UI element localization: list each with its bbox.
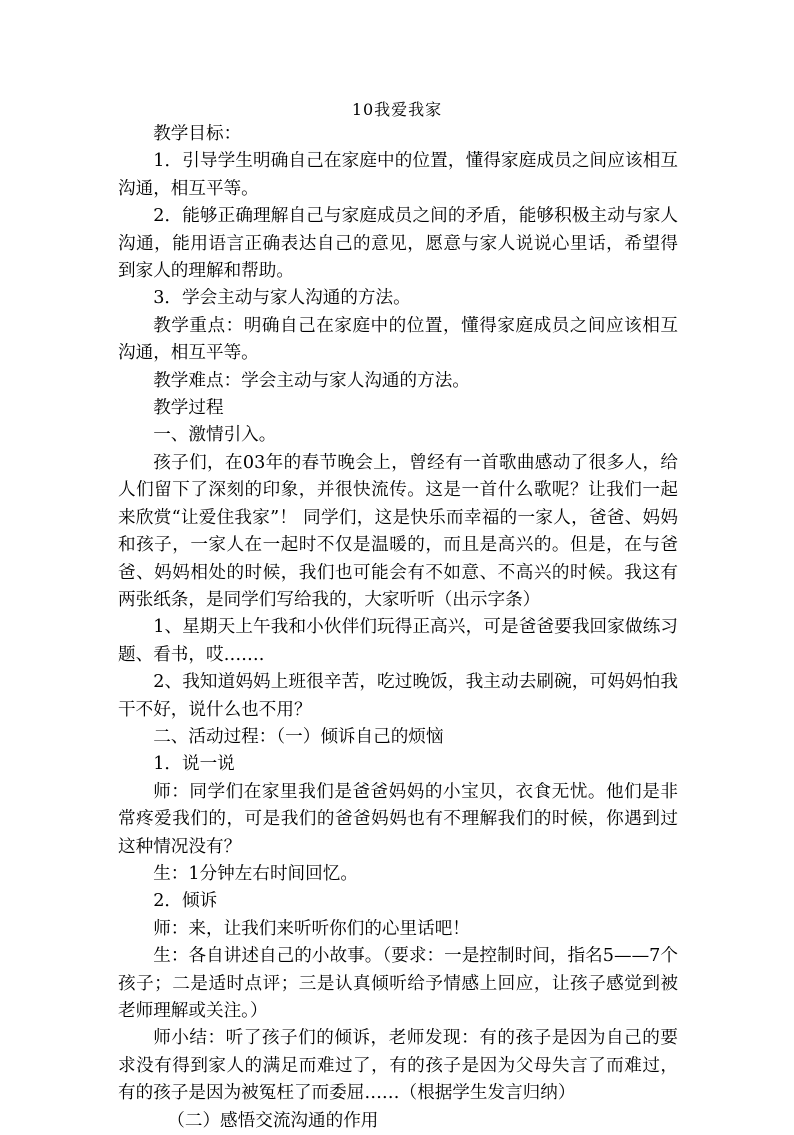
document-title: 10我爱我家 (351, 100, 443, 119)
paragraph-difficulty: 教学难点：学会主动与家人沟通的方法。 (153, 370, 470, 391)
document-body (118, 121, 678, 1135)
paragraph-step-1-heading: 1．说一说 (153, 754, 235, 775)
paragraph-teacher-2: 师：来，让我们来听听你们的心里话吧！ (153, 918, 470, 939)
paragraph-section-2-heading: 二、活动过程：（一）倾诉自己的烦恼 (153, 726, 444, 747)
paragraph-note-1: 1、星期天上午我和小伙伴们玩得正高兴，可是爸爸要我回家做练习题、看书，哎……. (118, 617, 678, 665)
paragraph-teacher-summary: 师小结：听了孩子们的倾诉，老师发现：有的孩子是因为自己的要求没有得到家人的满足而难过了，有的孩子是因为父母失言了而难过，有的孩子是因为被冤枉了而委屈……（根据学生发言归纳） (118, 1028, 678, 1104)
paragraph-step-2-heading: 2．倾诉 (153, 891, 218, 912)
paragraph-key-point: 教学重点：明确自己在家庭中的位置，懂得家庭成员之间应该相互沟通，相互平等。 (118, 315, 678, 364)
paragraph-objective-2: 2．能够正确理解自己与家庭成员之间的矛盾，能够积极主动与家人沟通，能用语言正确表达自己的意见，愿意与家人说说心里话，希望得到家人的理解和帮助。 (118, 206, 678, 282)
paragraph-intro-text: 孩子们，在03年的春节晚会上，曾经有一首歌曲感动了很多人，给人们留下了深刻的印象，并很快流传。这是一首什么歌呢？让我们一起来欣赏“让爱住我家”！ 同学们，这是快乐而幸福的一家人，爸爸、妈妈和孩子，一家人在一起时不仅是温暖的，而且是高兴的。但是，在与爸爸、妈妈相处的时候，我们也可能会有不如意、不高兴的时候。我这有两张纸条，是同学们写给我的，大家听听（出示字条） (118, 452, 678, 610)
paragraph-student-1: 生：1分钟左右时间回忆。 (153, 863, 358, 884)
paragraph-student-2: 生：各自讲述自己的小故事。（要求：一是控制时间，指名5——7个孩子；二是适时点评；三是认真倾听给予情感上回应，让孩子感觉到被老师理解或关注。） (118, 946, 678, 1021)
paragraph-process-heading: 教学过程 (153, 398, 224, 419)
paragraph-objective-1: 1．引导学生明确自己在家庭中的位置，懂得家庭成员之间应该相互沟通，相互平等。 (118, 151, 678, 199)
paragraph-teacher-1: 师：同学们在家里我们是爸爸妈妈的小宝贝，衣食无忧。他们是非常疼爱我们的，可是我们的爸爸妈妈也有不理解我们的时候，你遇到过这种情况没有？ (118, 781, 678, 857)
paragraph-note-2: 2、我知道妈妈上班很辛苦，吃过晚饭，我主动去刷碗，可妈妈怕我干不好，说什么也不用？ (118, 672, 678, 720)
paragraph-objective-3: 3．学会主动与家人沟通的方法。 (153, 288, 411, 309)
paragraph-section-1-heading: 一、激情引入。 (153, 425, 277, 446)
paragraph-subsection-2-heading: （二）感悟交流沟通的作用 (167, 1110, 379, 1131)
paragraph-objectives-heading: 教学目标： (153, 124, 242, 144)
